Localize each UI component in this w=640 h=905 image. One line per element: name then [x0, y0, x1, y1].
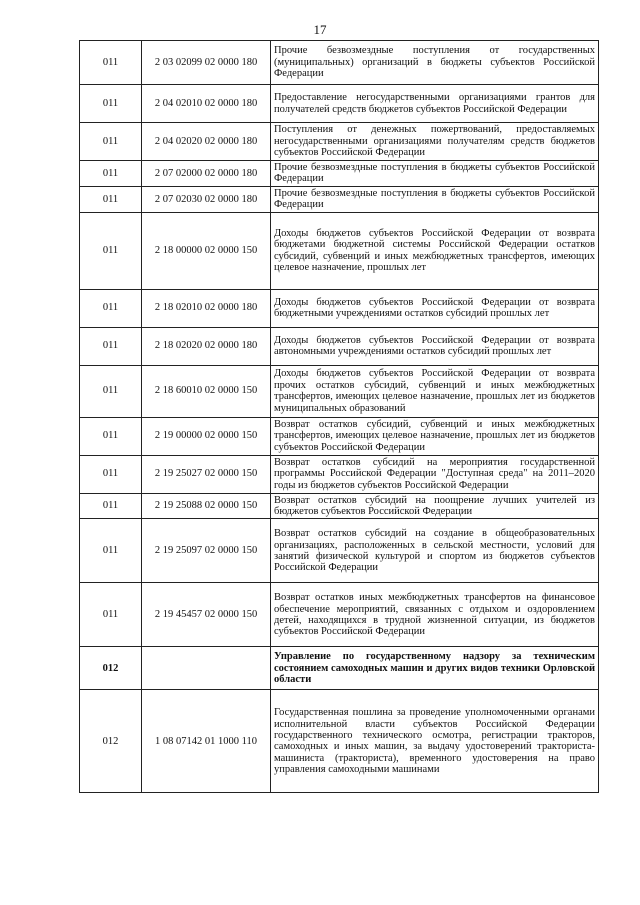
- revenue-code-cell: 2 19 25027 02 0000 150: [142, 455, 271, 493]
- revenue-name-cell: Возврат остатков иных межбюджетных трансфертов на финансовое обеспечение мероприятий, связанных с отдыхом и оздоровлением детей, находящихся в трудной жизненной ситуации, из бюджетов субъектов Российской Федерации: [271, 583, 599, 647]
- table-row: [80, 212, 599, 289]
- revenue-code-cell: 2 19 25097 02 0000 150: [142, 519, 271, 583]
- table-row: [80, 519, 599, 583]
- revenue-name-cell: Прочие безвозмездные поступления в бюджеты субъектов Российской Федерации: [271, 161, 599, 187]
- table-row: [80, 186, 599, 212]
- admin-code-cell: 011: [80, 493, 142, 519]
- table-body: [80, 41, 599, 793]
- table-row: [80, 123, 599, 161]
- revenue-name-cell: Управление по государственному надзору за техническим состоянием самоходных машин и других видов техники Орловской области: [271, 647, 599, 690]
- revenue-name-cell: Возврат остатков субсидий на поощрение лучших учителей из бюджетов субъектов Российской Федерации: [271, 493, 599, 519]
- budget-codes-table: [79, 40, 599, 793]
- revenue-name-cell: Доходы бюджетов субъектов Российской Федерации от возврата автономными учреждениями остатков субсидий прошлых лет: [271, 327, 599, 365]
- admin-code-cell: 011: [80, 186, 142, 212]
- table-row: [80, 493, 599, 519]
- revenue-name-cell: Поступления от денежных пожертвований, предоставляемых негосударственными организациями получателям средств бюджетов субъектов Российской Федерации: [271, 123, 599, 161]
- admin-code-cell: 011: [80, 41, 142, 85]
- table-row: [80, 455, 599, 493]
- table-row: [80, 161, 599, 187]
- admin-code-cell: 012: [80, 690, 142, 793]
- admin-code-cell: 011: [80, 417, 142, 455]
- revenue-name-cell: Прочие безвозмездные поступления в бюджеты субъектов Российской Федерации: [271, 186, 599, 212]
- table-row: [80, 583, 599, 647]
- admin-code-cell: 011: [80, 212, 142, 289]
- revenue-name-cell: Доходы бюджетов субъектов Российской Федерации от возврата бюджетами бюджетной системы Российской Федерации остатков субсидий, субвенций и иных межбюджетных трансфертов, имеющих целевое назначение, прошлых лет: [271, 212, 599, 289]
- revenue-name-cell: Предоставление негосударственными организациями грантов для получателей средств бюджетов субъектов Российской Федерации: [271, 85, 599, 123]
- table-row: [80, 41, 599, 85]
- table-row: [80, 417, 599, 455]
- revenue-code-cell: 2 18 02020 02 0000 180: [142, 327, 271, 365]
- revenue-code-cell: 2 07 02000 02 0000 180: [142, 161, 271, 187]
- table-section-header-row: [80, 647, 599, 690]
- admin-code-cell: 011: [80, 123, 142, 161]
- admin-code-cell: 011: [80, 455, 142, 493]
- revenue-code-cell: 2 19 45457 02 0000 150: [142, 583, 271, 647]
- revenue-code-cell: 2 18 00000 02 0000 150: [142, 212, 271, 289]
- table-row: [80, 85, 599, 123]
- admin-code-cell: 011: [80, 519, 142, 583]
- admin-code-cell: 011: [80, 161, 142, 187]
- table-row: [80, 327, 599, 365]
- revenue-code-cell: 2 18 02010 02 0000 180: [142, 289, 271, 327]
- admin-code-cell: 012: [80, 647, 142, 690]
- revenue-name-cell: Доходы бюджетов субъектов Российской Федерации от возврата прочих остатков субсидий, субвенций и иных межбюджетных трансфертов, имеющих целевое назначение, прошлых лет из бюджетов муниципальных образований: [271, 365, 599, 417]
- revenue-code-cell: 2 19 00000 02 0000 150: [142, 417, 271, 455]
- admin-code-cell: 011: [80, 289, 142, 327]
- admin-code-cell: 011: [80, 365, 142, 417]
- revenue-name-cell: Возврат остатков субсидий, субвенций и иных межбюджетных трансфертов, имеющих целевое назначение, прошлых лет из бюджетов субъектов Российской Федерации: [271, 417, 599, 455]
- revenue-code-cell: 2 04 02010 02 0000 180: [142, 85, 271, 123]
- revenue-code-cell: 2 19 25088 02 0000 150: [142, 493, 271, 519]
- revenue-name-cell: Прочие безвозмездные поступления от государственных (муниципальных) организаций в бюджеты субъектов Российской Федерации: [271, 41, 599, 85]
- revenue-code-cell: 2 07 02030 02 0000 180: [142, 186, 271, 212]
- revenue-code-cell: 2 18 60010 02 0000 150: [142, 365, 271, 417]
- revenue-code-cell: 2 03 02099 02 0000 180: [142, 41, 271, 85]
- revenue-code-cell: 2 04 02020 02 0000 180: [142, 123, 271, 161]
- admin-code-cell: 011: [80, 85, 142, 123]
- admin-code-cell: 011: [80, 327, 142, 365]
- table-row: [80, 690, 599, 793]
- table-row: [80, 365, 599, 417]
- revenue-name-cell: Возврат остатков субсидий на мероприятия государственной программы Российской Федерации "Доступная среда" на 2011–2020 годы из бюджетов субъектов Российской Федерации: [271, 455, 599, 493]
- table-row: [80, 289, 599, 327]
- page-number: 17: [313, 22, 327, 37]
- revenue-code-cell: 1 08 07142 01 1000 110: [142, 690, 271, 793]
- admin-code-cell: 011: [80, 583, 142, 647]
- revenue-code-cell: [142, 647, 271, 690]
- revenue-name-cell: Возврат остатков субсидий на создание в общеобразовательных организациях, расположенных в сельской местности, условий для занятий физической культурой и спортом из бюджетов субъектов Российской Федерации: [271, 519, 599, 583]
- revenue-name-cell: Государственная пошлина за проведение уполномоченными органами исполнительной власти субъектов Российской Федерации государственного технического осмотра, регистрации тракторов, самоходных и иных машин, за выдачу удостоверений тракториста-машиниста (тракториста), временного удостоверения на право управления самоходными машинами: [271, 690, 599, 793]
- revenue-name-cell: Доходы бюджетов субъектов Российской Федерации от возврата бюджетными учреждениями остатков субсидий прошлых лет: [271, 289, 599, 327]
